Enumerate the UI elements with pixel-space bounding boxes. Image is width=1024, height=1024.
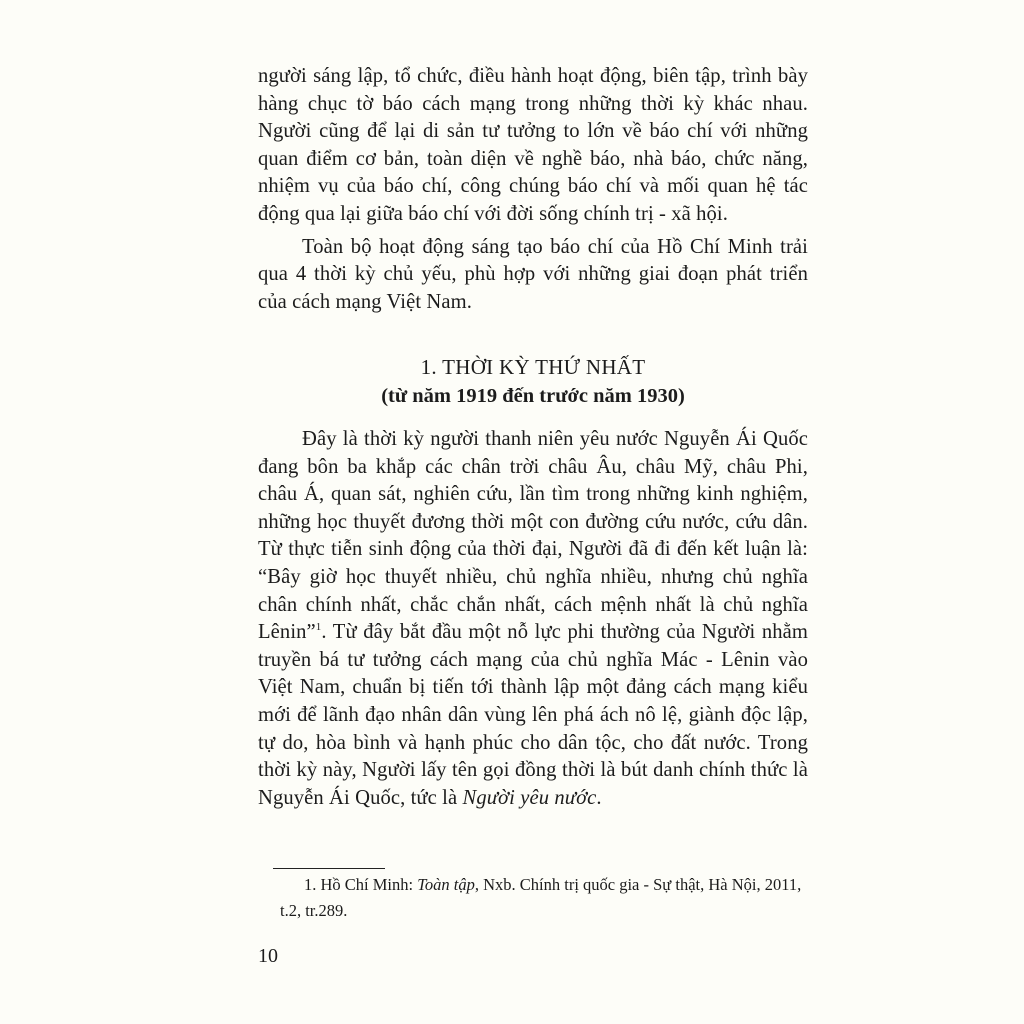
footnote	[256, 872, 808, 923]
footnote-publisher: , Nxb. Chính trị quốc gia - Sự thật, Hà Nội, 2011,	[474, 875, 802, 894]
intro-paragraph-2: Toàn bộ hoạt động sáng tạo báo chí của Hồ Chí Minh trải qua 4 thời kỳ chủ yếu, phù hợp với những giai đoạn phát triển của cách mạng Việt Nam.	[258, 235, 808, 313]
intro-paragraph-1: người sáng lập, tổ chức, điều hành hoạt động, biên tập, trình bày hàng chục tờ báo cách mạng trong những thời kỳ khác nhau. Người cũng để lại di sản tư tưởng to lớn về báo chí với những quan điểm cơ bản, toàn diện về nghề báo, nhà báo, chức năng, nhiệm vụ của báo chí, công chúng báo chí và mối quan hệ tác động qua lại giữa báo chí với đời sống chính trị - xã hội.	[258, 65, 808, 225]
footnote-volume-page: t.2, tr.289.	[280, 900, 348, 920]
footnote-prefix: 1. Hồ Chí Minh:	[304, 875, 418, 894]
body-end-punctuation: .	[596, 786, 602, 809]
body-text-continued: . Từ đây bắt đầu một nỗ lực phi thường của Người nhằm truyền bá tư tưởng cách mạng của chủ nghĩa Mác - Lênin vào Việt Nam, chuẩn bị tiến tới thành lập một đảng cách mạng kiểu mới để lãnh đạo nhân dân vùng lên phá ách nô lệ, giành độc lập, tự do, hòa bình và hạnh phúc cho dân tộc, cho đất nước. Trong thời kỳ này, Người lấy tên gọi đồng thời là bút danh chính thức là Nguyễn Ái Quốc, tức là	[258, 621, 808, 809]
body-italic-phrase: Người yêu nước	[462, 786, 597, 809]
footnote-reference: 1	[315, 621, 322, 634]
footnote-book-title: Toàn tập	[417, 875, 475, 894]
body-text-before-quote-end: Đây là thời kỳ người thanh niên yêu nước Nguyễn Ái Quốc đang bôn ba khắp các chân trời châu Âu, châu Mỹ, châu Phi, châu Á, quan sát, nghiên cứu, lần tìm trong những kinh nghiệm, những học thuyết đương thời một con đường cứu nước, cứu dân. Từ thực tiễn sinh động của thời đại, Người đã đi đến kết luận là: “Bây giờ học thuyết nhiều, chủ nghĩa nhiều, nhưng chủ nghĩa chân chính nhất, chắc chắn nhất, cách mệnh nhất là chủ nghĩa Lênin”	[258, 428, 808, 644]
section-title: 1. THỜI KỲ THỨ NHẤT	[420, 355, 646, 379]
page-number: 10	[258, 945, 278, 967]
body-text	[258, 426, 808, 812]
footnote-divider	[273, 868, 385, 869]
section-subtitle: (từ năm 1919 đến trước năm 1930)	[381, 385, 685, 407]
intro-text	[258, 63, 808, 316]
body-paragraph	[258, 426, 808, 812]
